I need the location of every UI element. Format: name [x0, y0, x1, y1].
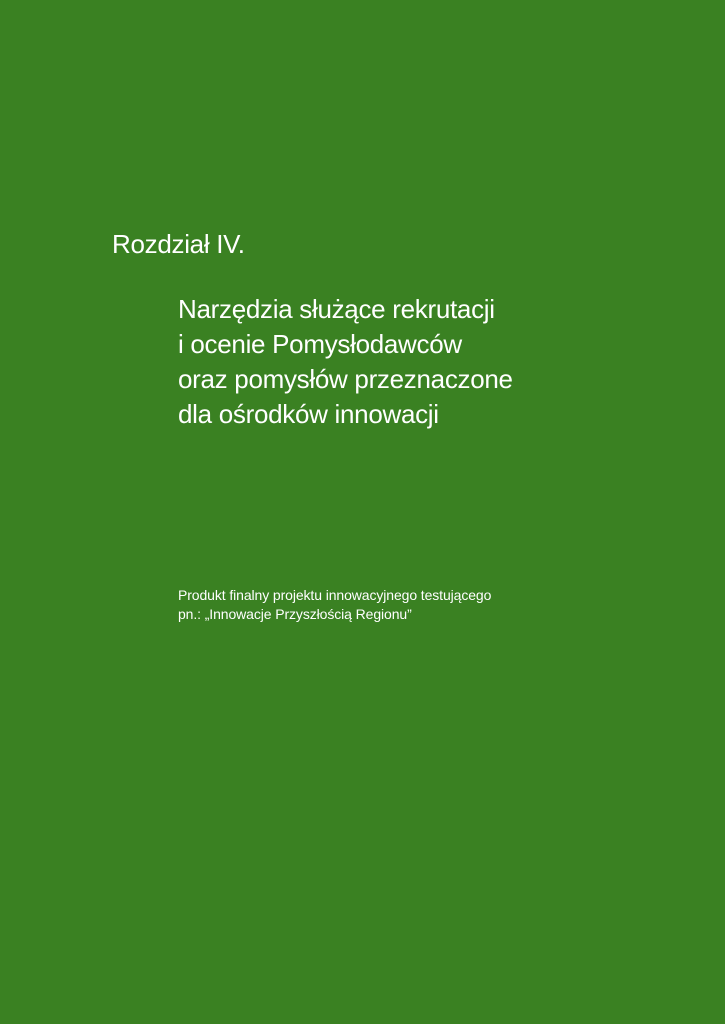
chapter-title-line: i ocenie Pomysłodawców: [178, 329, 462, 359]
chapter-title-line: dla ośrodków innowacji: [178, 399, 439, 429]
project-subtitle: [178, 586, 491, 624]
chapter-label: Rozdział IV.: [112, 229, 245, 259]
chapter-title-line: Narzędzia służące rekrutacji: [178, 294, 495, 324]
project-subtitle-line: Produkt finalny projektu innowacyjnego testującego: [178, 587, 492, 603]
chapter-title-line: oraz pomysłów przeznaczone: [178, 364, 513, 394]
project-subtitle-line: pn.: „Innowacje Przyszłością Regionu”: [178, 606, 412, 622]
chapter-title: [178, 292, 513, 432]
